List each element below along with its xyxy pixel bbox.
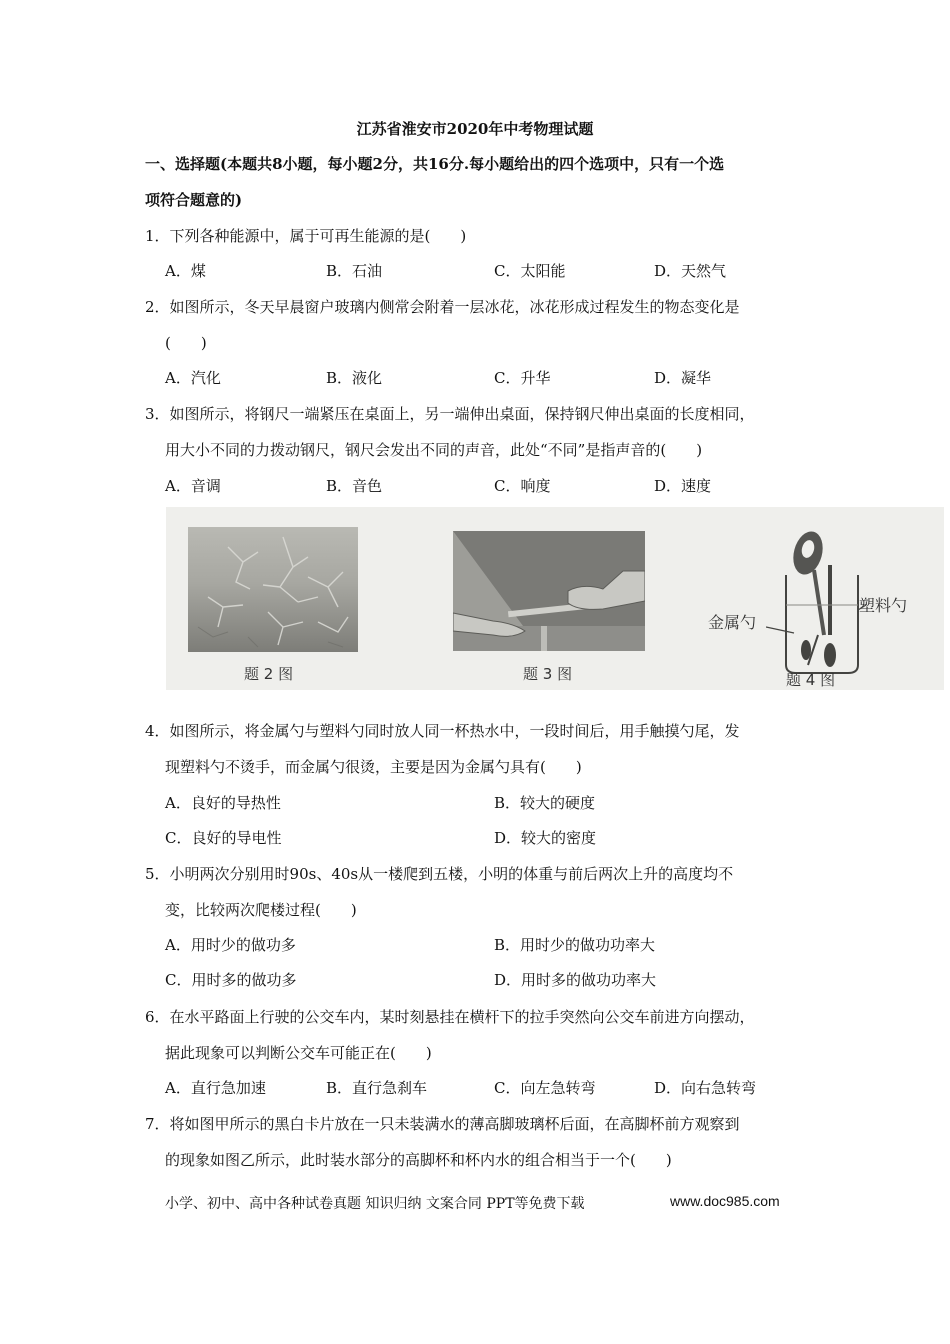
question-7-text-cont: 的现象如图乙所示，此时装水部分的高脚杯和杯内水的组合相当于一个( ) [165,1151,672,1169]
question-6-option-c: C．向左急转弯 [494,1079,596,1097]
question-6-text: 6．在水平路面上行驶的公交车内，某时刻悬挂在横杆下的拉手突然向公交车前进方向摆动， [145,1008,755,1026]
question-5-option-a: A．用时少的做功多 [165,936,296,954]
question-3-option-a: A．音调 [165,477,221,495]
question-4-text: 4．如图所示，将金属勺与塑料勺同时放人同一杯热水中，一段时间后，用手触摸勺尾，发 [145,722,740,740]
question-5-option-b: B．用时少的做功功率大 [494,936,656,954]
plastic-spoon-label: 塑料勺 [859,596,908,615]
figures-photo-strip [166,507,944,690]
question-1-option-a: A．煤 [165,262,206,280]
footer-url[interactable]: www.doc985.com [670,1193,780,1209]
question-2-option-d: D．凝华 [654,369,712,387]
frost-window-figure [188,527,358,652]
question-3-option-d: D．速度 [654,477,712,495]
footer-text: 小学、初中、高中各种试卷真题 知识归纳 文案合同 PPT等免费下载 [165,1196,585,1212]
question-4-text-cont: 现塑料勺不烫手，而金属勺很烫，主要是因为金属勺具有( ) [165,758,582,776]
question-1-option-c: C．太阳能 [494,262,566,280]
question-5-text: 5．小明两次分别用时90s、40s从一楼爬到五楼，小明的体重与前后两次上升的高度均不 [145,865,734,883]
question-4-option-a: A．良好的导热性 [165,794,281,812]
question-4-option-c: C．良好的导电性 [165,829,282,847]
question-1-option-d: D．天然气 [654,262,727,280]
section-heading-line1: 一、选择题(本题共8小题，每小题2分，共16分.每小题给出的四个选项中，只有一个选 [145,155,725,173]
section-heading-line2: 项符合题意的) [145,191,243,209]
question-6-option-d: D．向右急转弯 [654,1079,757,1097]
question-2-option-b: B．液化 [326,369,383,387]
question-2-text: 2．如图所示，冬天早晨窗户玻璃内侧常会附着一层冰花，冰花形成过程发生的物态变化是 [145,298,740,316]
ruler-desk-figure [453,531,645,651]
question-4-option-d: D．较大的密度 [494,829,597,847]
question-3-option-b: B．音色 [326,477,383,495]
question-2-option-c: C．升华 [494,369,551,387]
question-6-option-a: A．直行急加速 [165,1079,266,1097]
question-3-text: 3．如图所示，将钢尺一端紧压在桌面上，另一端伸出桌面，保持钢尺伸出桌面的长度相同， [145,405,755,423]
spoons-cup-figure [766,515,941,675]
question-5-text-cont: 变，比较两次爬楼过程( ) [165,901,357,919]
question-5-option-c: C．用时多的做功多 [165,971,297,989]
figure-3-caption: 题 3 图 [523,665,573,683]
question-6-text-cont: 据此现象可以判断公交车可能正在( ) [165,1044,432,1062]
question-5-option-d: D．用时多的做功功率大 [494,971,657,989]
page-title: 江苏省淮安市2020年中考物理试题 [356,120,594,138]
question-1-text: 1．下列各种能源中，属于可再生能源的是( ) [145,227,467,245]
figure-4-caption: 题 4 图 [786,671,836,689]
question-3-text-cont: 用大小不同的力拨动钢尺，钢尺会发出不同的声音，此处“不同”是指声音的( ) [165,441,703,459]
question-2-text-cont: ( ) [165,334,207,352]
question-1-option-b: B．石油 [326,262,383,280]
question-4-option-b: B．较大的硬度 [494,794,596,812]
metal-spoon-label: 金属勺 [708,613,757,632]
page-footer [165,1193,780,1213]
question-2-option-a: A．汽化 [165,369,221,387]
figure-2-caption: 题 2 图 [244,665,294,683]
question-7-text: 7．将如图甲所示的黑白卡片放在一只未装满水的薄高脚玻璃杯后面，在高脚杯前方观察到 [145,1115,740,1133]
question-3-option-c: C．响度 [494,477,551,495]
question-6-option-b: B．直行急刹车 [326,1079,428,1097]
